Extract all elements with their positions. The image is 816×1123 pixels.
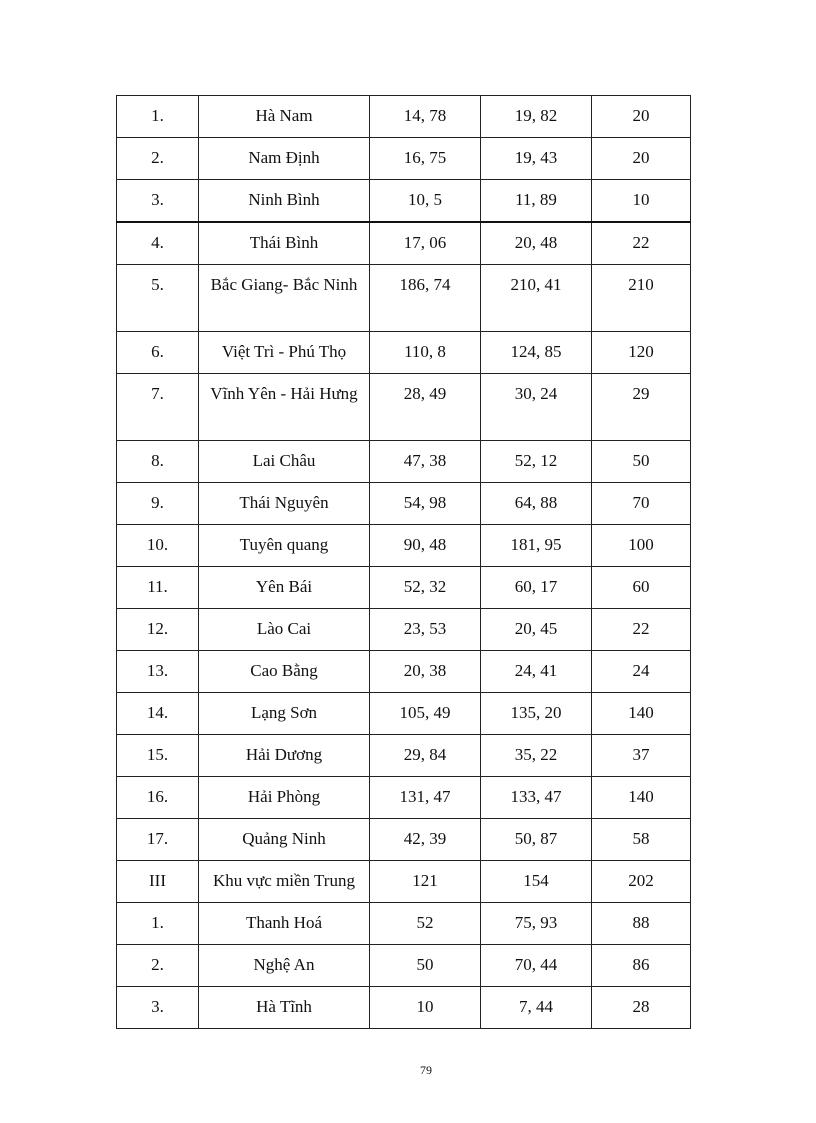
value-2-cell: 50, 87: [481, 819, 592, 861]
table-row: [117, 777, 691, 819]
row-number-cell: 16.: [117, 777, 199, 819]
row-number-cell: 5.: [117, 265, 199, 332]
table-row: [117, 693, 691, 735]
region-name-cell: Thái Bình: [199, 222, 370, 265]
value-2-cell: 75, 93: [481, 903, 592, 945]
table-row: [117, 819, 691, 861]
value-3-cell: 140: [592, 777, 691, 819]
table-row: [117, 987, 691, 1029]
value-1-cell: 10: [370, 987, 481, 1029]
value-1-cell: 52, 32: [370, 567, 481, 609]
region-name-cell: Thanh Hoá: [199, 903, 370, 945]
value-1-cell: 17, 06: [370, 222, 481, 265]
value-1-cell: 47, 38: [370, 441, 481, 483]
region-name-cell: Yên Bái: [199, 567, 370, 609]
value-1-cell: 52: [370, 903, 481, 945]
value-2-cell: 20, 48: [481, 222, 592, 265]
value-3-cell: 22: [592, 609, 691, 651]
row-number-cell: 10.: [117, 525, 199, 567]
region-name-cell: Thái Nguyên: [199, 483, 370, 525]
table-row: [117, 441, 691, 483]
value-1-cell: 105, 49: [370, 693, 481, 735]
value-3-cell: 24: [592, 651, 691, 693]
value-3-cell: 37: [592, 735, 691, 777]
value-1-cell: 28, 49: [370, 374, 481, 441]
value-2-cell: 135, 20: [481, 693, 592, 735]
value-1-cell: 20, 38: [370, 651, 481, 693]
section-row: [117, 861, 691, 903]
region-name-cell: Hà Tĩnh: [199, 987, 370, 1029]
table-row: [117, 483, 691, 525]
region-name-cell: Vĩnh Yên - Hải Hưng: [199, 374, 370, 441]
table-row: [117, 651, 691, 693]
value-3-cell: 140: [592, 693, 691, 735]
row-number-cell: 13.: [117, 651, 199, 693]
value-3-cell: 210: [592, 265, 691, 332]
value-3-cell: 22: [592, 222, 691, 265]
value-2-cell: 124, 85: [481, 332, 592, 374]
table-row: [117, 332, 691, 374]
value-3-cell: 60: [592, 567, 691, 609]
value-3-cell: 202: [592, 861, 691, 903]
value-3-cell: 50: [592, 441, 691, 483]
value-2-cell: 64, 88: [481, 483, 592, 525]
value-2-cell: 60, 17: [481, 567, 592, 609]
region-name-cell: Lạng Sơn: [199, 693, 370, 735]
table-row: [117, 96, 691, 138]
row-number-cell: 1.: [117, 96, 199, 138]
table-row: [117, 138, 691, 180]
value-3-cell: 86: [592, 945, 691, 987]
value-3-cell: 100: [592, 525, 691, 567]
row-number-cell: 7.: [117, 374, 199, 441]
value-2-cell: 19, 82: [481, 96, 592, 138]
value-1-cell: 10, 5: [370, 180, 481, 223]
value-2-cell: 19, 43: [481, 138, 592, 180]
table-row: [117, 903, 691, 945]
table-row: [117, 374, 691, 441]
table-row: [117, 567, 691, 609]
row-number-cell: 9.: [117, 483, 199, 525]
region-name-cell: Hải Dương: [199, 735, 370, 777]
region-name-cell: Lào Cai: [199, 609, 370, 651]
value-1-cell: 121: [370, 861, 481, 903]
table-row: [117, 525, 691, 567]
value-3-cell: 10: [592, 180, 691, 223]
row-number-cell: 11.: [117, 567, 199, 609]
value-1-cell: 186, 74: [370, 265, 481, 332]
value-1-cell: 23, 53: [370, 609, 481, 651]
row-number-cell: 3.: [117, 987, 199, 1029]
row-number-cell: 15.: [117, 735, 199, 777]
row-number-cell: 8.: [117, 441, 199, 483]
value-1-cell: 14, 78: [370, 96, 481, 138]
value-3-cell: 29: [592, 374, 691, 441]
value-3-cell: 20: [592, 96, 691, 138]
region-name-cell: Quảng Ninh: [199, 819, 370, 861]
value-1-cell: 90, 48: [370, 525, 481, 567]
table-row: [117, 180, 691, 223]
section-name-cell: Khu vực miền Trung: [199, 861, 370, 903]
row-number-cell: 14.: [117, 693, 199, 735]
region-name-cell: Tuyên quang: [199, 525, 370, 567]
table-row: [117, 945, 691, 987]
value-1-cell: 29, 84: [370, 735, 481, 777]
row-number-cell: 12.: [117, 609, 199, 651]
value-3-cell: 88: [592, 903, 691, 945]
value-3-cell: 20: [592, 138, 691, 180]
table-row: [117, 735, 691, 777]
value-2-cell: 24, 41: [481, 651, 592, 693]
table-row: [117, 222, 691, 265]
value-1-cell: 16, 75: [370, 138, 481, 180]
value-2-cell: 7, 44: [481, 987, 592, 1029]
region-name-cell: Lai Châu: [199, 441, 370, 483]
region-name-cell: Cao Bằng: [199, 651, 370, 693]
section-number-cell: III: [117, 861, 199, 903]
value-1-cell: 50: [370, 945, 481, 987]
row-number-cell: 2.: [117, 138, 199, 180]
value-3-cell: 70: [592, 483, 691, 525]
page-number: 79: [420, 1063, 432, 1077]
region-name-cell: Hà Nam: [199, 96, 370, 138]
value-2-cell: 11, 89: [481, 180, 592, 223]
value-2-cell: 133, 47: [481, 777, 592, 819]
data-table: [116, 95, 691, 1029]
value-2-cell: 181, 95: [481, 525, 592, 567]
row-number-cell: 2.: [117, 945, 199, 987]
row-number-cell: 3.: [117, 180, 199, 223]
region-name-cell: Ninh Bình: [199, 180, 370, 223]
value-1-cell: 110, 8: [370, 332, 481, 374]
value-2-cell: 35, 22: [481, 735, 592, 777]
region-name-cell: Nghệ An: [199, 945, 370, 987]
region-name-cell: Bắc Giang- Bắc Ninh: [199, 265, 370, 332]
value-2-cell: 30, 24: [481, 374, 592, 441]
row-number-cell: 6.: [117, 332, 199, 374]
table-row: [117, 609, 691, 651]
value-3-cell: 120: [592, 332, 691, 374]
value-1-cell: 131, 47: [370, 777, 481, 819]
value-2-cell: 210, 41: [481, 265, 592, 332]
value-2-cell: 70, 44: [481, 945, 592, 987]
value-1-cell: 54, 98: [370, 483, 481, 525]
region-name-cell: Việt Trì - Phú Thọ: [199, 332, 370, 374]
value-2-cell: 20, 45: [481, 609, 592, 651]
value-1-cell: 42, 39: [370, 819, 481, 861]
value-3-cell: 28: [592, 987, 691, 1029]
region-name-cell: Nam Định: [199, 138, 370, 180]
row-number-cell: 1.: [117, 903, 199, 945]
value-2-cell: 154: [481, 861, 592, 903]
value-2-cell: 52, 12: [481, 441, 592, 483]
row-number-cell: 17.: [117, 819, 199, 861]
region-name-cell: Hải Phòng: [199, 777, 370, 819]
row-number-cell: 4.: [117, 222, 199, 265]
value-3-cell: 58: [592, 819, 691, 861]
table-row: [117, 265, 691, 332]
